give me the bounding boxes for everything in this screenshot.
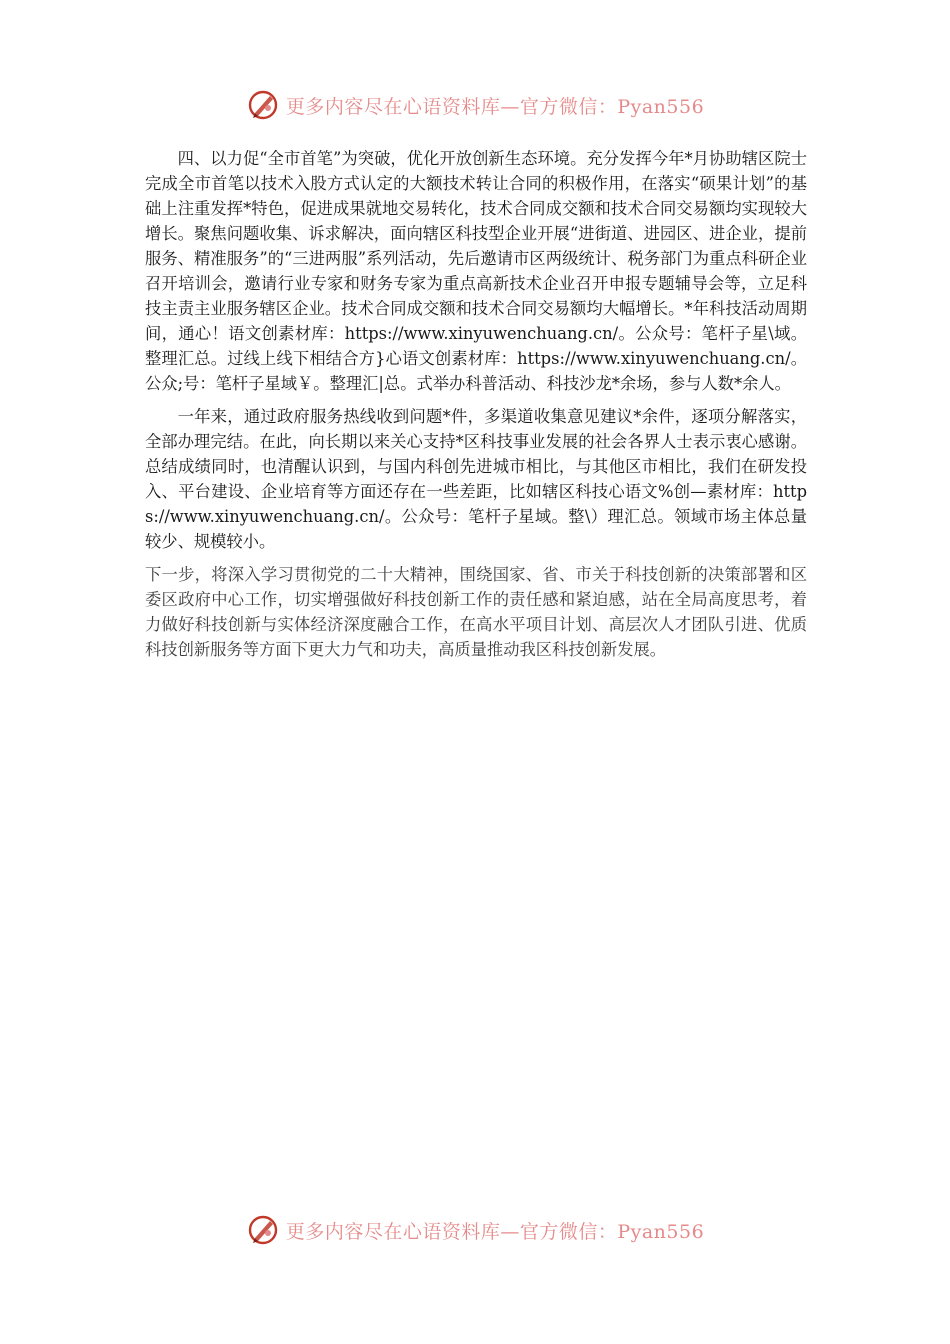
pen-logo-icon [246,88,280,122]
paragraph-1: 四、以力促“全市首笔”为突破，优化开放创新生态环境。充分发挥今年*月协助辖区院士完成全市首笔以技术入股方式认定的大额技术转让合同的积极作用，在落实“硕果计划”的基础上注重发挥*特色，促进成果就地交易转化，技术合同成交额和技术合同交易额均实现较大增长。聚焦问题收集、诉求解决，面向辖区科技型企业开展“进街道、进园区、进企业，提前服务、精准服务”的“三进两服”系列活动，先后邀请市区两级统计、税务部门为重点科研企业召开培训会，邀请行业专家和财务专家为重点高新技术企业召开申报专题辅导会等，立足科技主责主业服务辖区企业。技术合同成交额和技术合同交易额均大幅增长。*年科技活动周期间，通心！语文创素材库：https://www.xinyuwenchuang.cn/。公众号：笔杆子星\域。整理汇总。过线上线下相结合方}心语文创素材库：https://www.xinyuwenchuang.cn/。公众;号：笔杆子星域￥。整理汇|总。式举办科普活动、科技沙龙*余场，参与人数*余人。 [145,149,807,393]
pen-logo-icon [246,1213,280,1247]
watermark-text: 更多内容尽在心语资料库—官方微信：Pyan556 [285,95,705,118]
header-watermark [0,88,950,122]
watermark-text: 更多内容尽在心语资料库—官方微信：Pyan556 [285,1220,705,1243]
footer-watermark [0,1213,950,1247]
document-body [145,146,807,670]
paragraph-3: 下一步，将深入学习贯彻党的二十大精神，围绕国家、省、市关于科技创新的决策部署和区委区政府中心工作，切实增强做好科技创新工作的责任感和紧迫感，站在全局高度思考，着力做好科技创新与实体经济深度融合工作，在高水平项目计划、高层次人才团队引进、优质科技创新服务等方面下更大力气和功夫，高质量推动我区科技创新发展。 [145,565,807,659]
paragraph-2: 一年来，通过政府服务热线收到问题*件，多渠道收集意见建议*余件，逐项分解落实，全部办理完结。在此，向长期以来关心支持*区科技事业发展的社会各界人士表示衷心感谢。总结成绩同时，也清醒认识到，与国内科创先进城市相比，与其他区市相比，我们在研发投入、平台建设、企业培育等方面还存在一些差距，比如辖区科技心语文%创—素材库：https://www.xinyuwenchuang.cn/。公众号：笔杆子星域。整\）理汇总。领域市场主体总量较少、规模较小。 [145,407,807,551]
